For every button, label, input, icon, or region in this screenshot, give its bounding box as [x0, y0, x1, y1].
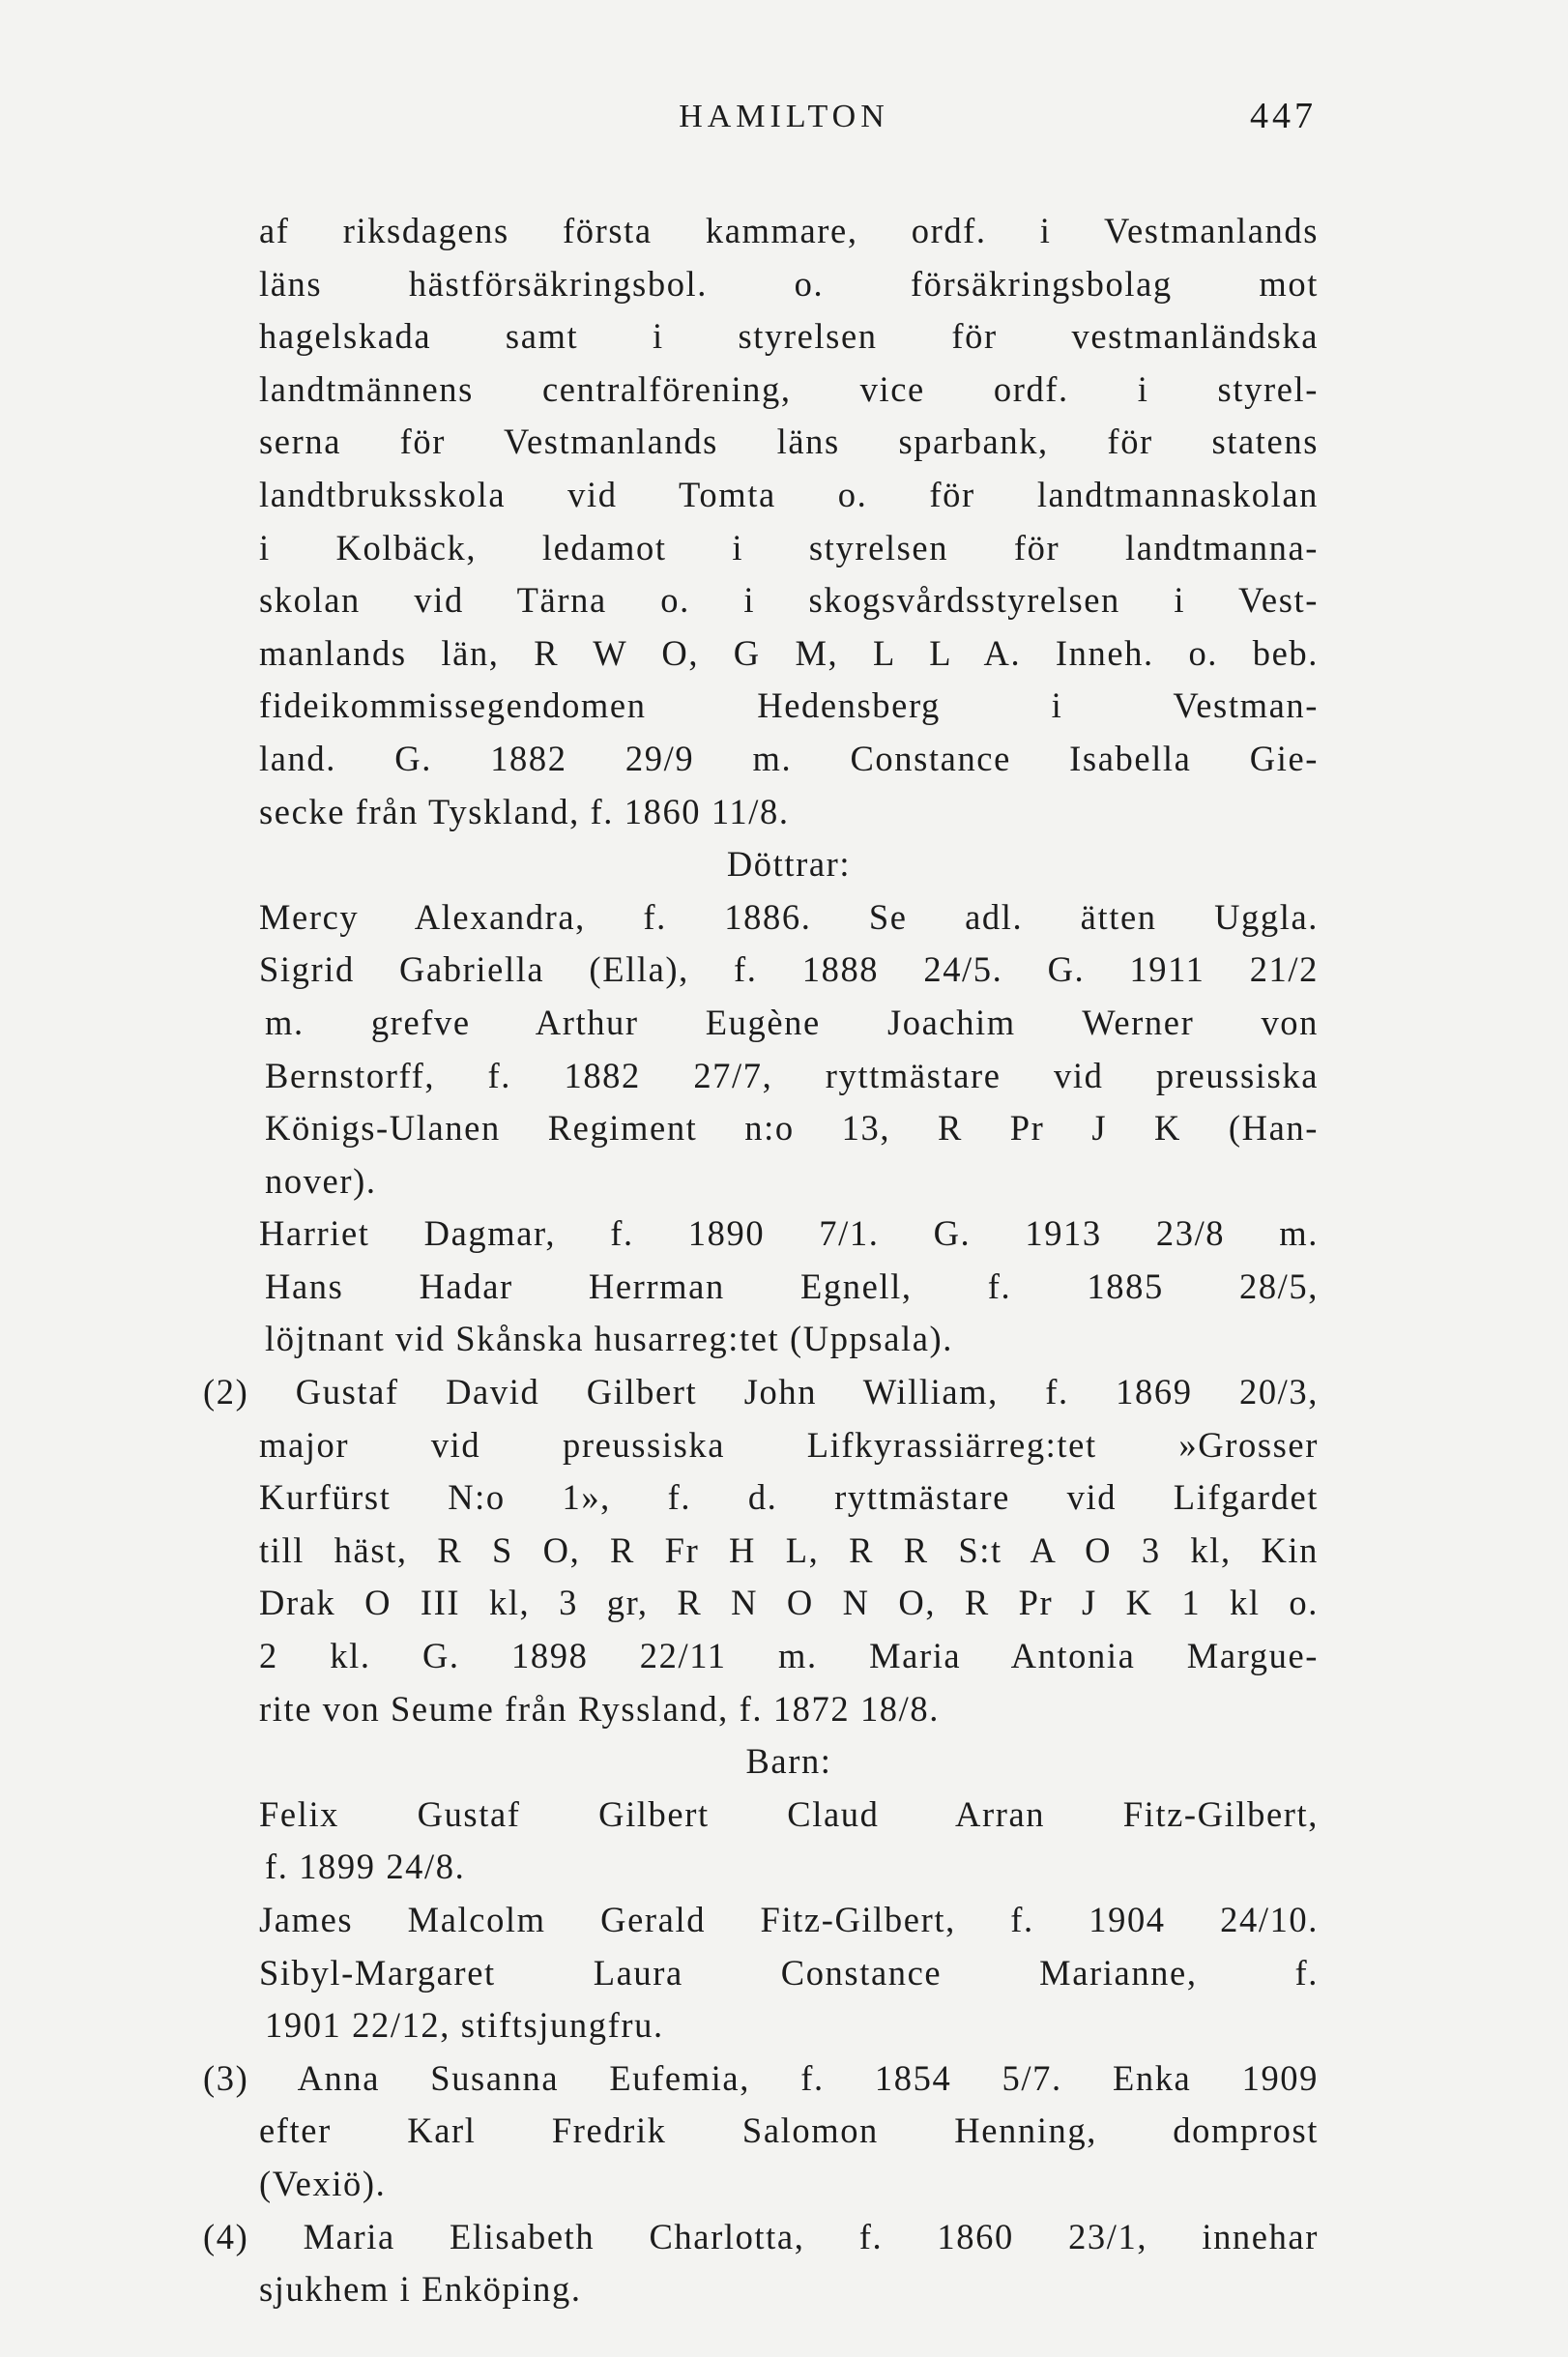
page-number: 447: [1250, 96, 1317, 136]
text-line: (Vexiö).: [259, 2163, 387, 2203]
section-heading-children: Barn:: [745, 1741, 832, 1782]
running-head: HAMILTON: [679, 99, 889, 134]
text-line: Felix Gustaf Gilbert Claud Arran Fitz-Gilbert,: [259, 1793, 1319, 1834]
text-line: efter Karl Fredrik Salomon Henning, domprost: [259, 2110, 1319, 2151]
text-line: Drak O III kl, 3 gr, R N O N O, R Pr J K 1 kl o.: [259, 1583, 1319, 1623]
text-line: sjukhem i Enköping.: [259, 2269, 582, 2310]
text-line: löjtnant vid Skånska husarreg:tet (Uppsala).: [265, 1319, 954, 1359]
text-line: landtbruksskola vid Tomta o. för landtmannaskolan: [259, 474, 1319, 514]
section-heading-daughters: Döttrar:: [726, 844, 852, 885]
text-line: land. G. 1882 29/9 m. Constance Isabella Gie-: [259, 738, 1319, 778]
text-line: serna för Vestmanlands läns sparbank, för statens: [259, 422, 1319, 462]
text-line: landtmännens centralförening, vice ordf. i styrel-: [259, 368, 1319, 409]
text-line: Mercy Alexandra, f. 1886. Se adl. ätten Uggla.: [259, 896, 1319, 937]
text-line: manlands län, R W O, G M, L L A. Inneh. o. beb.: [259, 632, 1319, 673]
text-line: Kurfürst N:o 1», f. d. ryttmästare vid Lifgardet: [259, 1477, 1319, 1518]
text-line: rite von Seume från Ryssland, f. 1872 18/8.: [259, 1688, 940, 1729]
text-line: f. 1899 24/8.: [265, 1847, 466, 1887]
text-line: hagelskada samt i styrelsen för vestmanländska: [259, 316, 1319, 357]
text-line: i Kolbäck, ledamot i styrelsen för landtmanna-: [259, 527, 1319, 567]
text-line: Bernstorff, f. 1882 27/7, ryttmästare vid preussiska: [265, 1055, 1319, 1095]
text-line: secke från Tyskland, f. 1860 11/8.: [259, 791, 790, 831]
text-line: nover).: [265, 1160, 377, 1201]
text-line: skolan vid Tärna o. i skogsvårdsstyrelsen i Vest-: [259, 580, 1319, 621]
text-line: 2 kl. G. 1898 22/11 m. Maria Antonia Margue-: [259, 1636, 1319, 1676]
text-line: (4) Maria Elisabeth Charlotta, f. 1860 23/1, innehar: [203, 2216, 1319, 2256]
text-line: läns hästförsäkringsbol. o. försäkringsbolag mot: [259, 263, 1319, 304]
text-line: m. grefve Arthur Eugène Joachim Werner von: [265, 1002, 1319, 1042]
text-line: (3) Anna Susanna Eufemia, f. 1854 5/7. Enka 1909: [203, 2057, 1319, 2098]
text-line: till häst, R S O, R Fr H L, R R S:t A O 3 kl, Kin: [259, 1529, 1319, 1570]
text-line: af riksdagens första kammare, ordf. i Vestmanlands: [259, 211, 1319, 250]
text-line: Hans Hadar Herrman Egnell, f. 1885 28/5,: [265, 1266, 1319, 1306]
text-line: major vid preussiska Lifkyrassiärreg:tet »Grosser: [259, 1424, 1319, 1465]
text-line: Sigrid Gabriella (Ella), f. 1888 24/5. G. 1911 21/2: [259, 949, 1319, 990]
body-text: [203, 205, 1319, 2316]
text-line: (2) Gustaf David Gilbert John William, f. 1869 20/3,: [203, 1372, 1319, 1412]
text-line: 1901 22/12, stiftsjungfru.: [265, 2005, 664, 2046]
text-line: Königs-Ulanen Regiment n:o 13, R Pr J K (Han-: [265, 1108, 1319, 1149]
text-line: fideikommissegendomen Hedensberg i Vestman-: [259, 685, 1319, 726]
text-line: James Malcolm Gerald Fitz-Gilbert, f. 1904 24/10.: [259, 1900, 1319, 1939]
text-line: Sibyl-Margaret Laura Constance Marianne, f.: [259, 1952, 1319, 1993]
text-line: Harriet Dagmar, f. 1890 7/1. G. 1913 23/8 m.: [259, 1213, 1319, 1254]
